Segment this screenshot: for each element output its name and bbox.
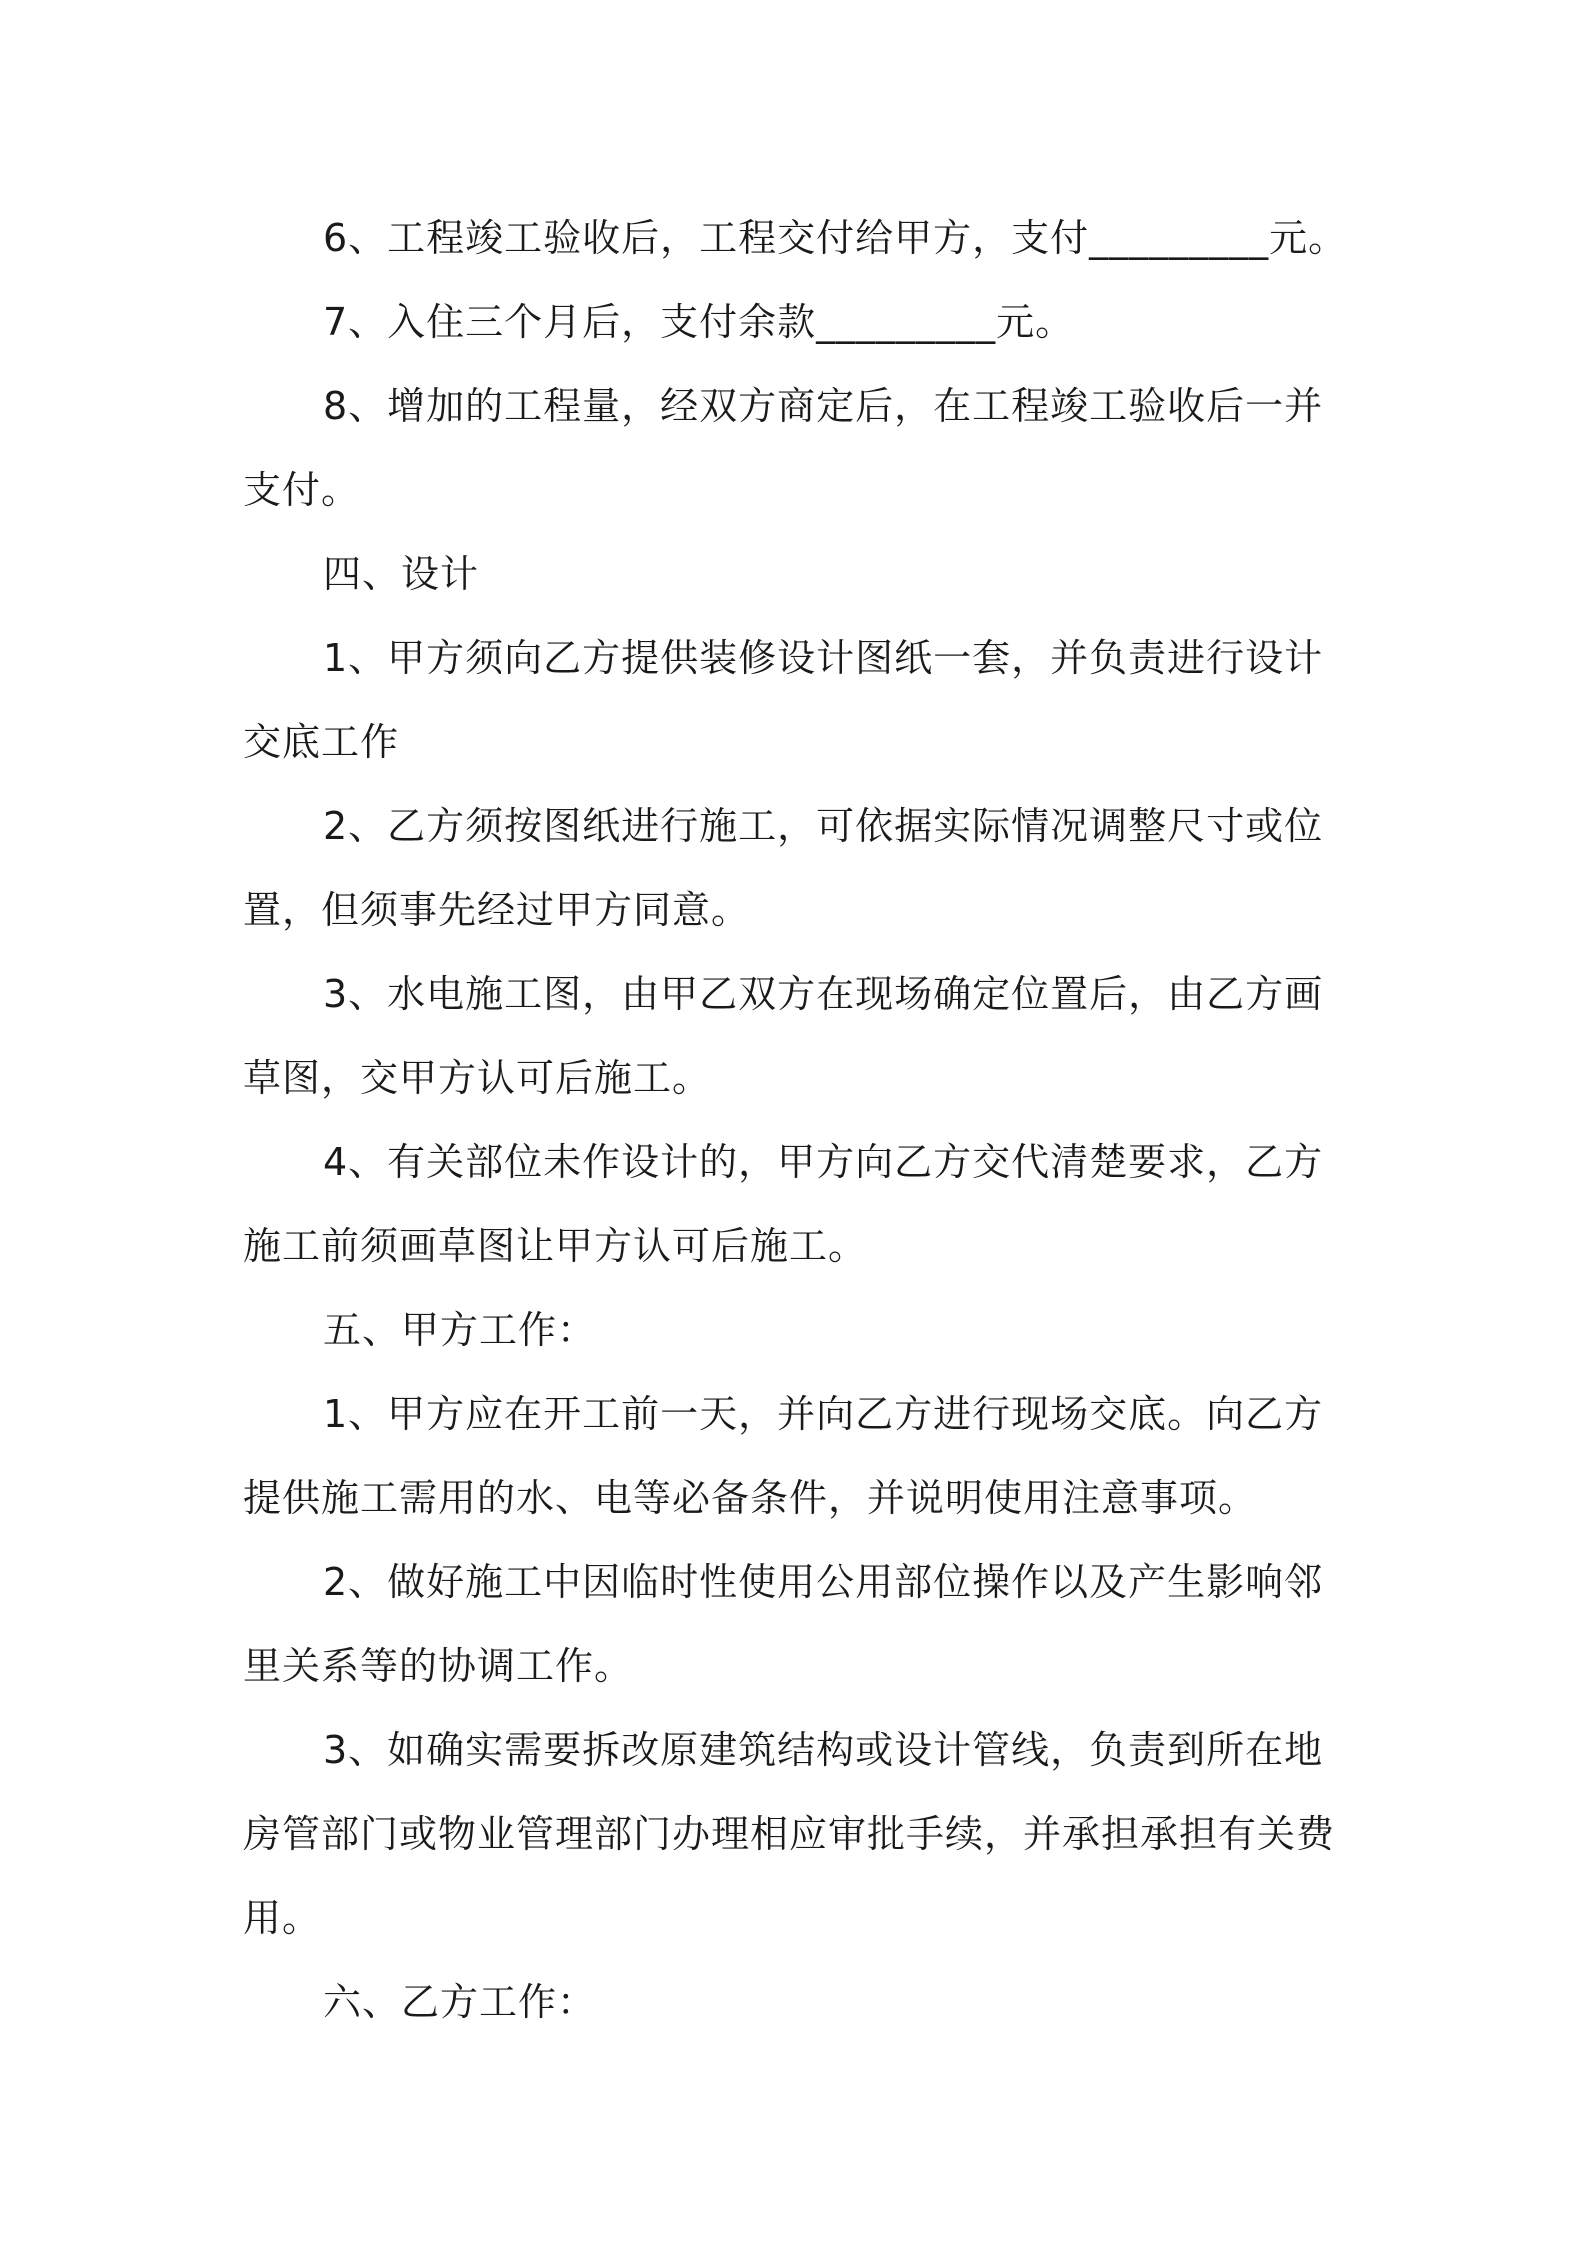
- section-heading: 四、设计: [323, 552, 480, 596]
- paragraph-line: 2、乙方须按图纸进行施工，可依据实际情况调整尺寸或位: [323, 804, 1324, 848]
- section-heading: 五、甲方工作：: [323, 1308, 597, 1352]
- paragraph-line: 置，但须事先经过甲方同意。: [243, 888, 751, 932]
- paragraph-line: 用。: [243, 1896, 322, 1940]
- paragraph-line: 房管部门或物业管理部门办理相应审批手续，并承担承担有关费: [243, 1812, 1336, 1856]
- paragraph-line: 提供施工需用的水、电等必备条件，并说明使用注意事项。: [243, 1476, 1258, 1520]
- paragraph-line: 7、入住三个月后，支付余款_________元。: [323, 300, 1075, 344]
- paragraph-line: 支付。: [243, 468, 361, 512]
- paragraph-line: 1、甲方应在开工前一天，并向乙方进行现场交底。向乙方: [323, 1392, 1324, 1436]
- paragraph-line: 3、如确实需要拆改原建筑结构或设计管线，负责到所在地: [323, 1728, 1324, 1772]
- document-body: [243, 196, 1363, 2044]
- paragraph-line: 4、有关部位未作设计的，甲方向乙方交代清楚要求，乙方: [323, 1140, 1324, 1184]
- paragraph-line: 里关系等的协调工作。: [243, 1644, 634, 1688]
- paragraph-line: 施工前须画草图让甲方认可后施工。: [243, 1224, 868, 1268]
- section-heading: 六、乙方工作：: [323, 1980, 597, 2024]
- paragraph-line: 3、水电施工图，由甲乙双方在现场确定位置后，由乙方画: [323, 972, 1324, 1016]
- paragraph-line: 2、做好施工中因临时性使用公用部位操作以及产生影响邻: [323, 1560, 1324, 1604]
- paragraph-line: 草图，交甲方认可后施工。: [243, 1056, 712, 1100]
- paragraph-line: 6、工程竣工验收后，工程交付给甲方，支付_________元。: [323, 216, 1348, 260]
- paragraph-line: 8、增加的工程量，经双方商定后，在工程竣工验收后一并: [323, 384, 1324, 428]
- paragraph-line: 1、甲方须向乙方提供装修设计图纸一套，并负责进行设计: [323, 636, 1324, 680]
- paragraph-line: 交底工作: [243, 720, 400, 764]
